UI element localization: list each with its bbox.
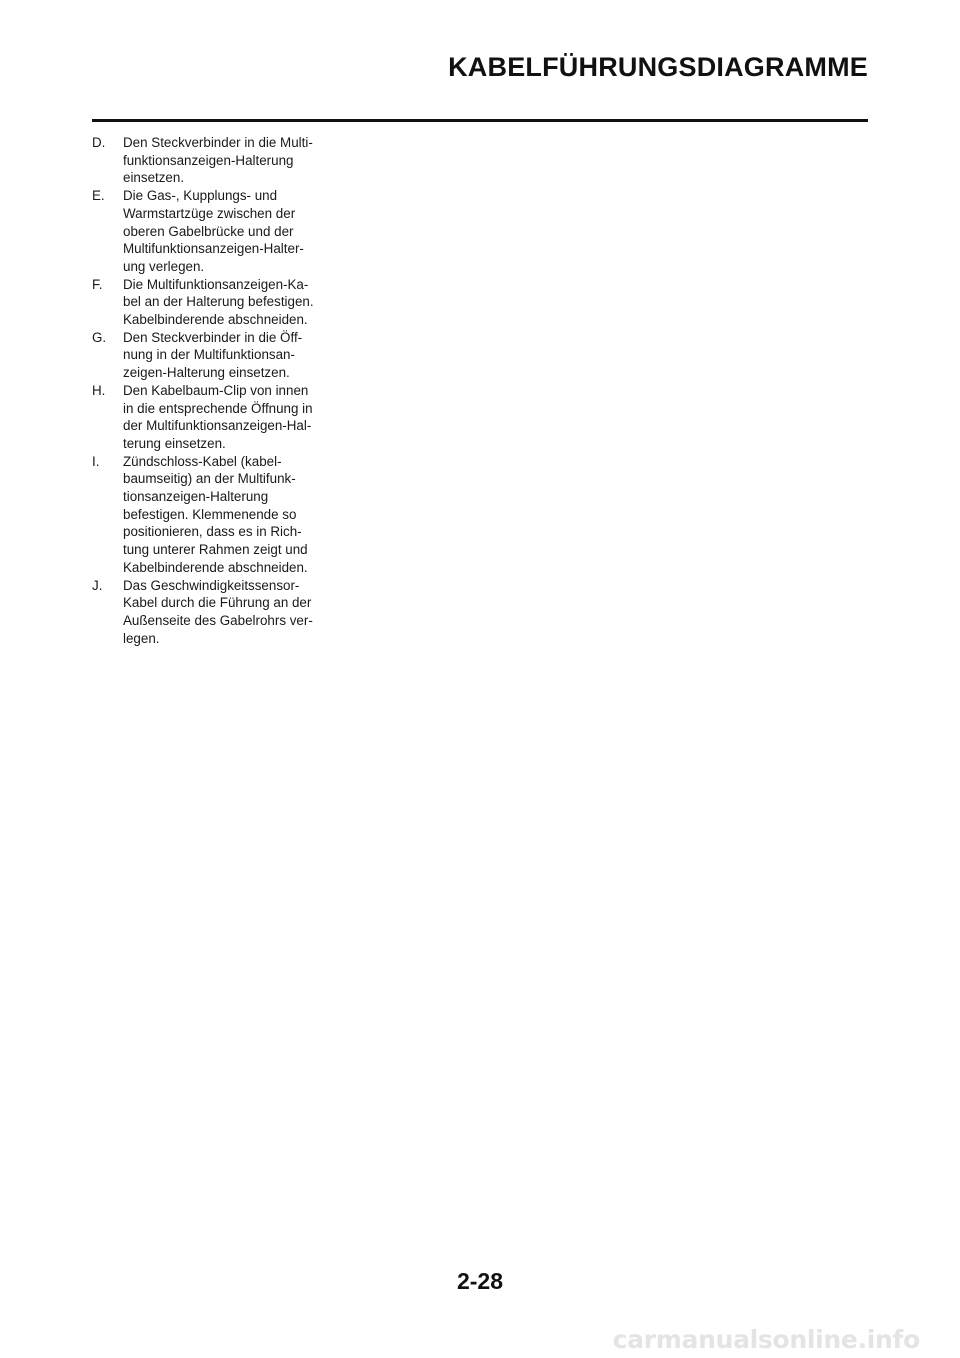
step-text-line: Die Multifunktionsanzeigen-Ka-: [123, 276, 309, 292]
step-text-line: Zündschloss-Kabel (kabel-: [123, 453, 282, 469]
page-number: 2-28: [456, 1268, 504, 1294]
step-text-line: Multifunktionsanzeigen-Halter-: [123, 241, 304, 257]
step-letter: J.: [92, 577, 103, 593]
step-text-line: oberen Gabelbrücke und der: [123, 223, 294, 239]
watermark[interactable]: carmanualsonline.info: [612, 1325, 920, 1354]
step-letter: I.: [92, 453, 100, 469]
step-text-line: terung einsetzen.: [123, 435, 226, 451]
step-text-line: Den Steckverbinder in die Öff-: [123, 329, 303, 345]
step-text-line: Warmstartzüge zwischen der: [123, 205, 296, 221]
step-text-line: bel an der Halterung befestigen.: [123, 294, 314, 310]
step-text: [123, 276, 342, 329]
step-item: [92, 453, 342, 577]
step-text: [123, 329, 342, 382]
step-list: [92, 134, 342, 647]
step-text-line: funktionsanzeigen-Halterung: [123, 152, 294, 168]
step-letter: G.: [92, 329, 107, 345]
title-rule: [92, 119, 868, 122]
step-text-line: befestigen. Klemmenende so: [123, 506, 297, 522]
step-item: [92, 382, 342, 453]
step-text-line: Die Gas-, Kupplungs- und: [123, 188, 278, 204]
step-text: [123, 134, 342, 187]
step-item: [92, 276, 342, 329]
step-text: [123, 187, 342, 276]
step-item: [92, 329, 342, 382]
step-text: [123, 382, 342, 453]
step-text-line: einsetzen.: [123, 170, 185, 186]
step-letter: F.: [92, 276, 103, 292]
step-text-line: Den Kabelbaum-Clip von innen: [123, 382, 309, 398]
step-text-line: zeigen-Halterung einsetzen.: [123, 365, 290, 381]
step-text-line: tung unterer Rahmen zeigt und: [123, 542, 308, 558]
step-item: [92, 187, 342, 276]
step-text-line: baumseitig) an der Multifunk-: [123, 471, 296, 487]
step-item: [92, 577, 342, 648]
step-text-line: in die entsprechende Öffnung in: [123, 400, 313, 416]
step-letter: E.: [92, 188, 105, 204]
step-text-line: Kabelbinderende abschneiden.: [123, 559, 308, 575]
step-text-line: Das Geschwindigkeitssensor-: [123, 577, 300, 593]
step-text-line: Außenseite des Gabelrohrs ver-: [123, 612, 313, 628]
step-text-line: Kabel durch die Führung an der: [123, 595, 312, 611]
step-text: [123, 577, 342, 648]
page-title: KABELFÜHRUNGSDIAGRAMME: [448, 52, 868, 82]
step-letter: D.: [92, 135, 106, 150]
step-text-line: positionieren, dass es in Rich-: [123, 524, 302, 540]
step-letter: H.: [92, 382, 106, 398]
step-text-line: der Multifunktionsanzeigen-Hal-: [123, 418, 312, 434]
step-text-line: ung verlegen.: [123, 258, 205, 274]
step-text-line: Kabelbinderende abschneiden.: [123, 312, 308, 328]
step-item: [92, 134, 342, 187]
step-text: [123, 453, 342, 577]
step-text-line: Den Steckverbinder in die Multi-: [123, 135, 313, 150]
step-text-line: legen.: [123, 630, 160, 646]
step-text-line: nung in der Multifunktionsan-: [123, 347, 295, 363]
step-text-line: tionsanzeigen-Halterung: [123, 489, 269, 505]
